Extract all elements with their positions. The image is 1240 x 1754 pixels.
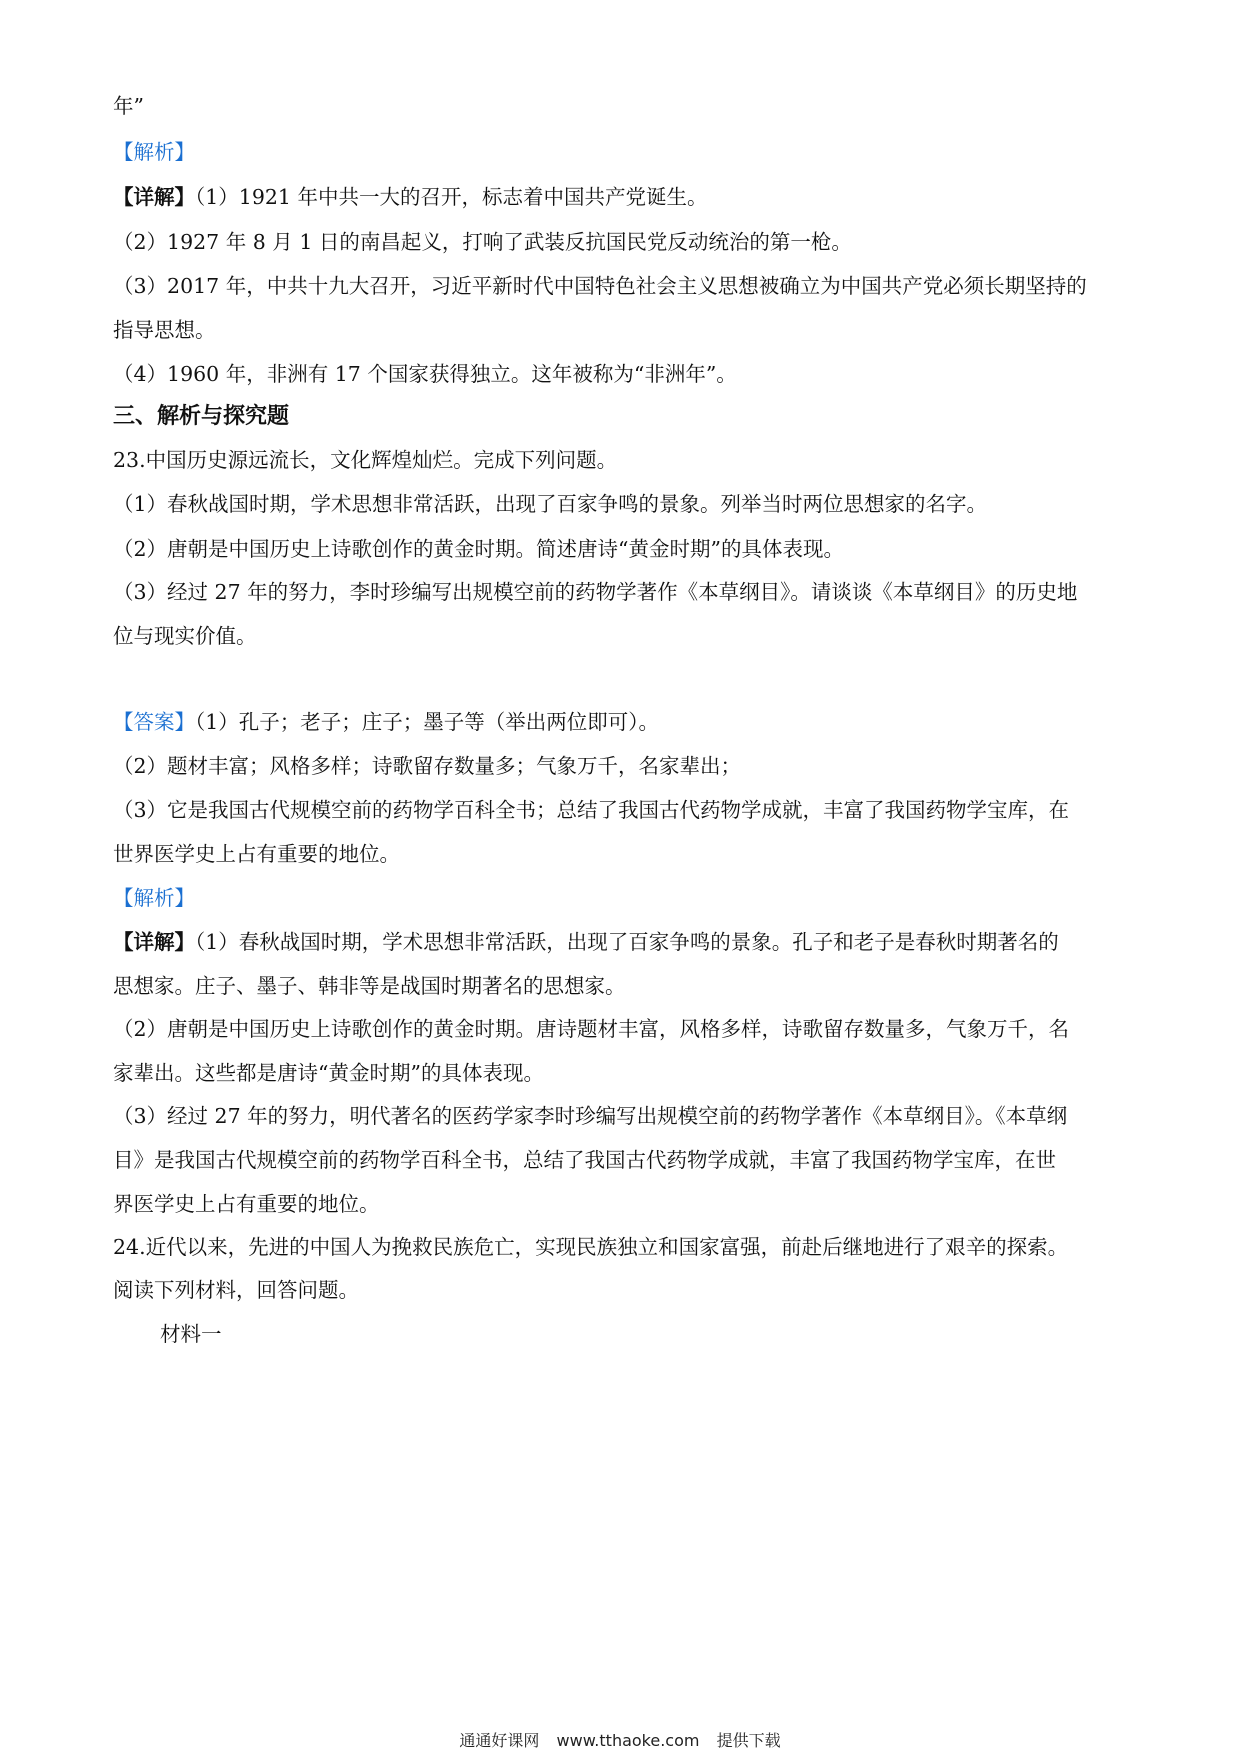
detail-text: （1）1921 年中共一大的召开，标志着中国共产党诞生。 xyxy=(195,185,708,209)
question-title: 23.中国历史源远流长，文化辉煌灿烂。完成下列问题。 xyxy=(113,448,618,472)
text-line: （2）唐朝是中国历史上诗歌创作的黄金时期。简述唐诗“黄金时期”的具体表现。 xyxy=(113,537,845,561)
text-line: （4）1960 年，非洲有 17 个国家获得独立。这年被称为“非洲年”。 xyxy=(113,362,737,386)
text-line: 思想家。庄子、墨子、韩非等是战国时期著名的思想家。 xyxy=(113,974,626,998)
text-line: （3）经过 27 年的努力，明代著名的医药学家李时珍编写出规模空前的药物学著作《本草纲目》。《本草纲 xyxy=(113,1104,1068,1128)
text-line: （3）它是我国古代规模空前的药物学百科全书；总结了我国古代药物学成就，丰富了我国药物学宝库，在 xyxy=(113,798,1070,822)
text-line: 家辈出。这些都是唐诗“黄金时期”的具体表现。 xyxy=(113,1061,544,1085)
answer-tag: 【答案】 xyxy=(113,710,195,734)
material-label: 材料一 xyxy=(160,1322,222,1346)
text-line xyxy=(113,708,1133,736)
footer-site-name: 通通好课网 xyxy=(459,1731,540,1750)
analysis-tag: 【解析】 xyxy=(113,140,195,164)
text-line: （3）2017 年，中共十九大召开，习近平新时代中国特色社会主义思想被确立为中国共产党必须长期坚持的 xyxy=(113,274,1087,298)
text-line: （1）春秋战国时期，学术思想非常活跃，出现了百家争鸣的景象。列举当时两位思想家的名字。 xyxy=(113,492,988,516)
detail-tag: 【详解】 xyxy=(113,930,195,954)
text-line: （3）经过 27 年的努力，李时珍编写出规模空前的药物学著作《本草纲目》。请谈谈《本草纲目》的历史地 xyxy=(113,580,1078,604)
text-line: 位与现实价值。 xyxy=(113,624,257,648)
text-line: 目》是我国古代规模空前的药物学百科全书，总结了我国古代药物学成就，丰富了我国药物学宝库，在世 xyxy=(113,1148,1056,1172)
detail-text: （1）春秋战国时期，学术思想非常活跃，出现了百家争鸣的景象。孔子和老子是春秋时期著名的 xyxy=(195,930,1059,954)
text-line: 年” xyxy=(113,94,144,118)
text-line xyxy=(113,183,1133,211)
answer-text: （1）孔子；老子；庄子；墨子等（举出两位即可）。 xyxy=(195,710,660,734)
footer-url[interactable]: www.tthaoke.com xyxy=(556,1731,700,1750)
detail-tag: 【详解】 xyxy=(113,185,195,209)
question-title: 24.近代以来，先进的中国人为挽救民族危亡，实现民族独立和国家富强，前赴后继地进行了艰辛的探索。 xyxy=(113,1235,1069,1259)
page-footer xyxy=(0,1728,1240,1751)
text-line xyxy=(113,928,1133,956)
text-line: 阅读下列材料，回答问题。 xyxy=(113,1278,359,1302)
text-line: 指导思想。 xyxy=(113,318,216,342)
text-line: 界医学史上占有重要的地位。 xyxy=(113,1192,380,1216)
footer-note: 提供下载 xyxy=(716,1731,781,1750)
text-line: 世界医学史上占有重要的地位。 xyxy=(113,842,400,866)
text-line: （2）唐朝是中国历史上诗歌创作的黄金时期。唐诗题材丰富，风格多样，诗歌留存数量多，气象万千，名 xyxy=(113,1017,1070,1041)
section-heading: 三、解析与探究题 xyxy=(113,403,290,429)
text-line: （2）题材丰富；风格多样；诗歌留存数量多；气象万千，名家辈出； xyxy=(113,754,742,778)
text-line: （2）1927 年 8 月 1 日的南昌起义，打响了武装反抗国民党反动统治的第一枪。 xyxy=(113,230,852,254)
analysis-tag: 【解析】 xyxy=(113,886,195,910)
